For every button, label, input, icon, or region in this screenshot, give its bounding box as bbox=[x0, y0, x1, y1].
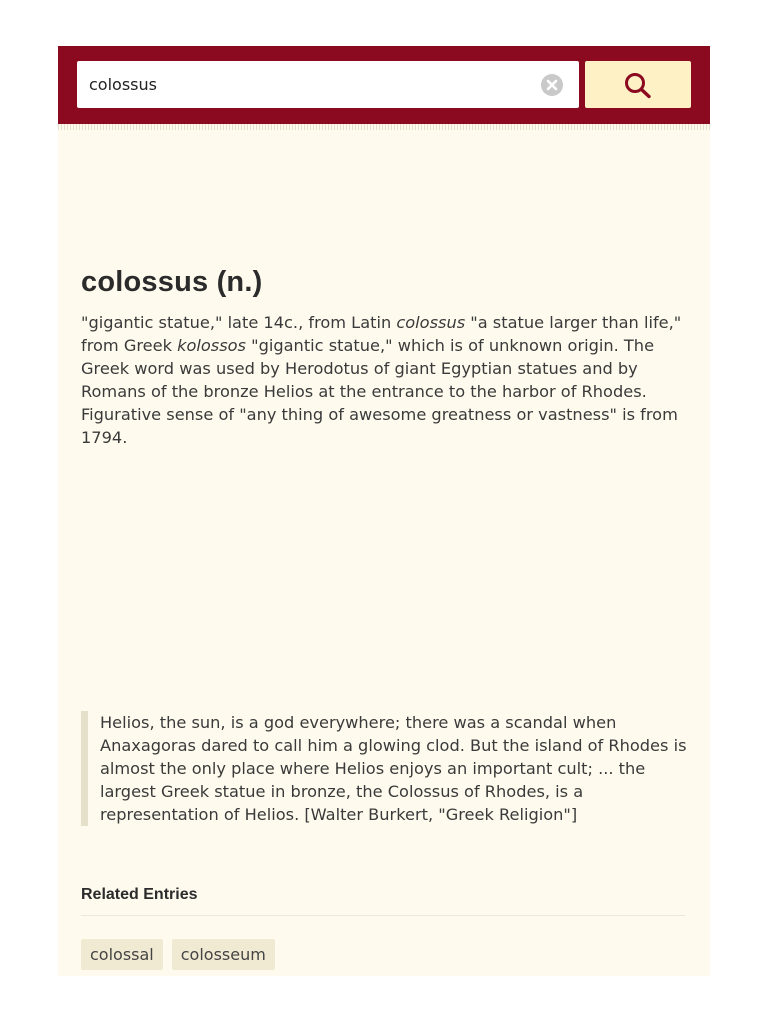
page-container bbox=[58, 46, 710, 976]
clear-icon[interactable] bbox=[541, 74, 563, 96]
search-button[interactable] bbox=[585, 61, 691, 108]
related-entries-list bbox=[81, 939, 284, 970]
quotation: Helios, the sun, is a god everywhere; there was a scandal when Anaxagoras dared to call him a glowing clod. But the island of Rhodes is almost the only place where Helios enjoys an important cult; ... the largest Greek statue in bronze, the Colossus of Rhodes, is a representation of Helios. [Walter Burkert, "Greek Religion"] bbox=[81, 711, 690, 826]
definition-latin-word: colossus bbox=[396, 313, 466, 332]
search-icon bbox=[623, 71, 653, 99]
header-fringe bbox=[58, 124, 710, 130]
definition-segment: "gigantic statue," which is of unknown origin. The Greek word was used by Herodotus of giant Egyptian statues and by Romans of the bronze Helios at the entrance to the harbor of Rhodes. Figurative sense of "any thing of awesome greatness or vastness" is from 1794. bbox=[81, 336, 678, 447]
definition-greek-word: kolossos bbox=[177, 336, 246, 355]
entry-title: colossus (n.) bbox=[81, 266, 263, 298]
related-divider bbox=[81, 915, 685, 916]
definition-segment: "a statue larger than life," from Greek bbox=[81, 313, 682, 355]
entry-definition bbox=[81, 311, 691, 449]
search-header bbox=[58, 46, 710, 124]
related-entries-heading: Related Entries bbox=[81, 886, 198, 903]
definition-segment: "gigantic statue," late 14c., from Latin bbox=[81, 313, 397, 332]
related-entry-colossal[interactable]: colossal bbox=[81, 939, 163, 970]
related-entry-colosseum[interactable]: colosseum bbox=[172, 939, 275, 970]
search-input[interactable] bbox=[89, 61, 529, 108]
search-box[interactable] bbox=[77, 61, 579, 108]
